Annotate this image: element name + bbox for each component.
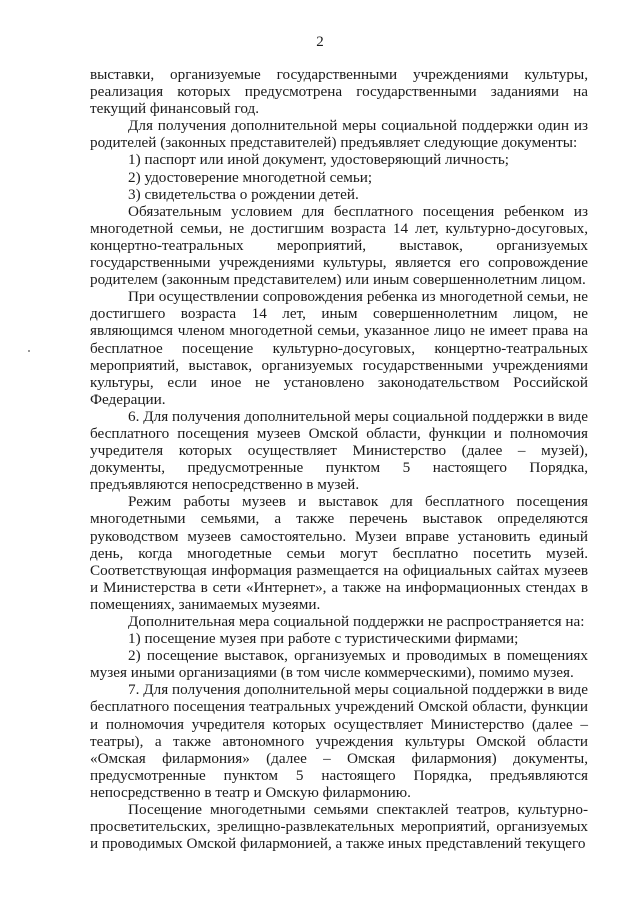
section-paragraph: 6. Для получения дополнительной меры социальной поддержки в виде бесплатного посещения музеев Омской области, функции и полномочия учредителя которых осуществляет Министерство (далее – музей), документы, предусмотренные пунктом 5 настоящего Порядка, предъявляются непосредственно в музей. xyxy=(90,407,588,494)
paragraph: Обязательным условием для бесплатного посещения ребенком из многодетной семьи, не достигшим возраста 14 лет, культурно-досуговых, концертно-театральных мероприятий, выставок, организуемых государственными учреждениями культуры, является его сопровождение родителем (законным представителем) или иным совершеннолетним лицом. xyxy=(90,202,588,289)
document-body xyxy=(90,66,588,852)
paragraph: При осуществлении сопровождения ребенка из многодетной семьи, не достигшего возраста 14 лет, иным совершеннолетним лицом, не являющимся членом многодетной семьи, указанное лицо не имеет права на бесплатное посещение культурно-досуговых, концертно-театральных мероприятий, выставок, организуемых государственными учреждениями культуры, если иное не установлено законодательством Российской Федерации. xyxy=(90,288,588,408)
list-item: 1) посещение музея при работе с туристическими фирмами; xyxy=(128,630,519,648)
paragraph: Для получения дополнительной меры социальной поддержки один из родителей (законных представителей) предъявляет следующие документы: xyxy=(90,117,588,152)
margin-mark xyxy=(28,350,30,352)
list-item: 2) посещение выставок, организуемых и проводимых в помещениях музея иными организациями (в том числе коммерческими), помимо музея. xyxy=(90,647,588,682)
page-number: 2 xyxy=(316,34,324,50)
list-item: 2) удостоверение многодетной семьи; xyxy=(128,168,373,186)
paragraph: Режим работы музеев и выставок для бесплатного посещения многодетными семьями, а также перечень выставок определяются руководством музеев самостоятельно. Музеи вправе установить единый день, когда многодетные семьи могут бесплатно посетить музей. Соответствующая информация размещается на официальных сайтах музеев и Министерства в сети «Интернет», а также на информационных стендах в помещениях, занимаемых музеями. xyxy=(90,493,588,613)
paragraph: Посещение многодетными семьями спектаклей театров, культурно-просветительских, зрелищно-развлекательных мероприятий, организуемых и проводимых Омской филармонией, а также иных представлений текущего xyxy=(90,801,588,853)
paragraph: Дополнительная мера социальной поддержки не распространяется на: xyxy=(128,613,585,630)
list-item: 1) паспорт или иной документ, удостоверяющий личность; xyxy=(128,151,510,169)
list-item: 3) свидетельства о рождении детей. xyxy=(128,185,359,203)
paragraph: выставки, организуемые государственными учреждениями культуры, реализация которых предусмотрена государственными заданиями на текущий финансовый год. xyxy=(90,66,588,118)
section-paragraph: 7. Для получения дополнительной меры социальной поддержки в виде бесплатного посещения театральных учреждений Омской области, функции и полномочия учредителя которых осуществляет Министерство (далее – театры), а также автономного учреждения культуры Омской области «Омская филармония» (далее – Омская филармония) документы, предусмотренные пунктом 5 настоящего Порядка, предъявляются непосредственно в театр и Омскую филармонию. xyxy=(90,681,588,801)
